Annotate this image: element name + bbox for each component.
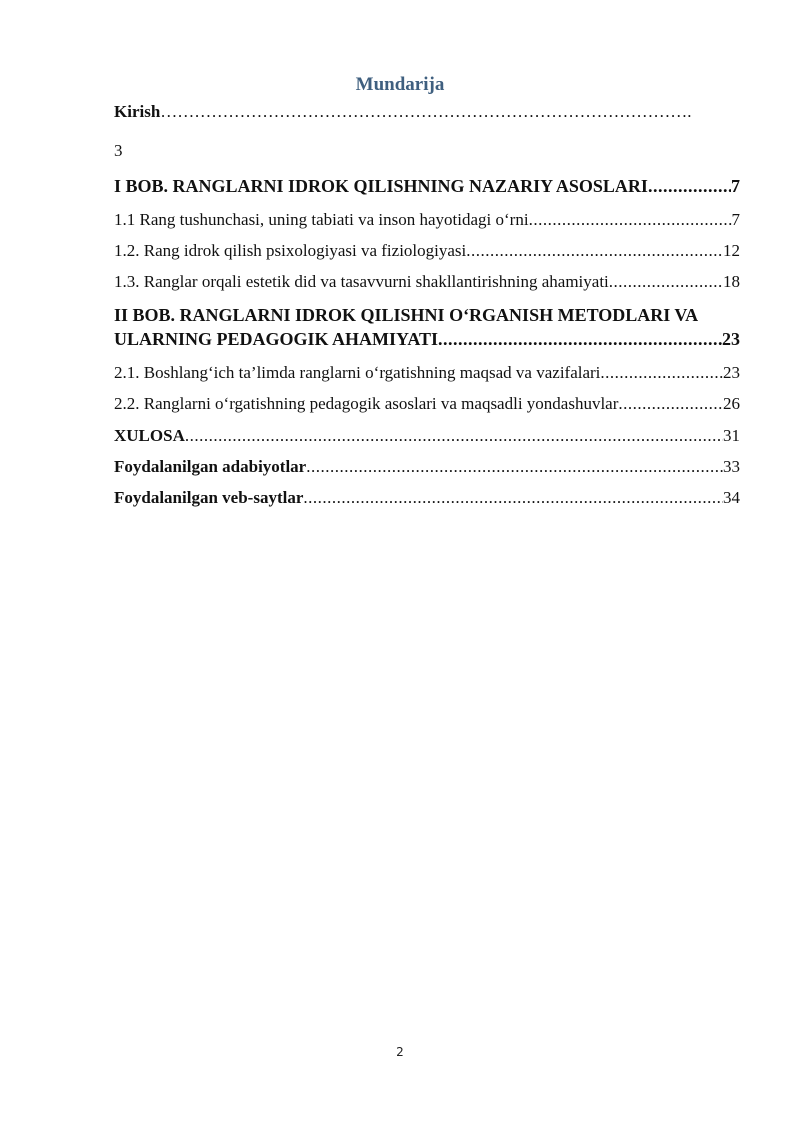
toc-leader-dots <box>609 272 723 292</box>
toc-leader-dots <box>306 457 723 477</box>
page-number: 2 <box>396 1045 404 1059</box>
toc-entry-page-number: 18 <box>723 272 740 291</box>
toc-leader-dots <box>303 488 723 508</box>
toc-entry-label: I BOB. RANGLARNI IDROK QILISHNING NAZARIY ASOSLARI <box>114 176 648 196</box>
toc-entry-page-number: 33 <box>723 457 740 476</box>
toc-entry-1-1[interactable] <box>114 210 740 230</box>
toc-leader-dots <box>185 426 723 446</box>
toc-leader-dots: …………………………………………………………………………………. <box>160 102 692 121</box>
toc-entry-veb-saytlar[interactable] <box>114 488 740 508</box>
toc-entry-page-number: 31 <box>723 426 740 445</box>
toc-entry-2-2[interactable] <box>114 394 740 414</box>
toc-entry-page-number: 12 <box>723 241 740 260</box>
toc-entry-chapter-2[interactable] <box>114 329 740 349</box>
toc-entry-page-number: 23 <box>723 363 740 382</box>
toc-leader-dots <box>438 329 722 349</box>
toc-leader-dots <box>529 210 732 230</box>
toc-leader-dots <box>466 241 723 261</box>
toc-entry-page-number: 23 <box>722 329 740 349</box>
toc-entry-page-number: 7 <box>731 210 740 229</box>
toc-entry-page-number: 7 <box>731 176 740 196</box>
toc-leader-dots <box>618 394 723 414</box>
toc-entry-label: 1.1 Rang tushunchasi, uning tabiati va inson hayotidagi o‘rni <box>114 210 529 229</box>
toc-entry-label: Kirish <box>114 102 161 121</box>
toc-entry-chapter-2-line1[interactable]: II BOB. RANGLARNI IDROK QILISHNI O‘RGANISH METODLARI VA <box>114 305 699 325</box>
toc-entry-chapter-1[interactable] <box>114 176 740 196</box>
toc-entry-label: 1.3. Ranglar orqali estetik did va tasavvurni shakllantirishning ahamiyati <box>114 272 609 291</box>
toc-entry-page-number: 3 <box>114 141 123 160</box>
toc-leader-dots <box>648 176 731 196</box>
toc-leader-dots <box>600 363 723 383</box>
toc-entry-label: Foydalanilgan adabiyotlar <box>114 457 307 476</box>
toc-entry-page-number: 26 <box>723 394 740 413</box>
page-title: Mundarija <box>355 74 445 95</box>
toc-entry-label: 1.2. Rang idrok qilish psixologiyasi va fiziologiyasi <box>114 241 467 260</box>
toc-entry-label: 2.2. Ranglarni o‘rgatishning pedagogik asoslari va maqsadli yondashuvlar <box>114 394 619 413</box>
toc-entry-label: ULARNING PEDAGOGIK AHAMIYATI <box>114 329 439 349</box>
toc-entry-1-2[interactable] <box>114 241 740 261</box>
toc-entry-1-3[interactable] <box>114 272 740 292</box>
toc-entry-label: XULOSA <box>114 426 185 445</box>
toc-entry-page-number: 34 <box>723 488 740 507</box>
toc-entry-label: 2.1. Boshlang‘ich ta’limda ranglarni o‘rgatishning maqsad va vazifalari <box>114 363 601 382</box>
toc-entry-xulosa[interactable] <box>114 426 740 446</box>
toc-entry-2-1[interactable] <box>114 363 740 383</box>
toc-entry-kirish[interactable] <box>114 102 734 122</box>
toc-entry-adabiyotlar[interactable] <box>114 457 740 477</box>
toc-entry-label: Foydalanilgan veb-saytlar <box>114 488 304 507</box>
